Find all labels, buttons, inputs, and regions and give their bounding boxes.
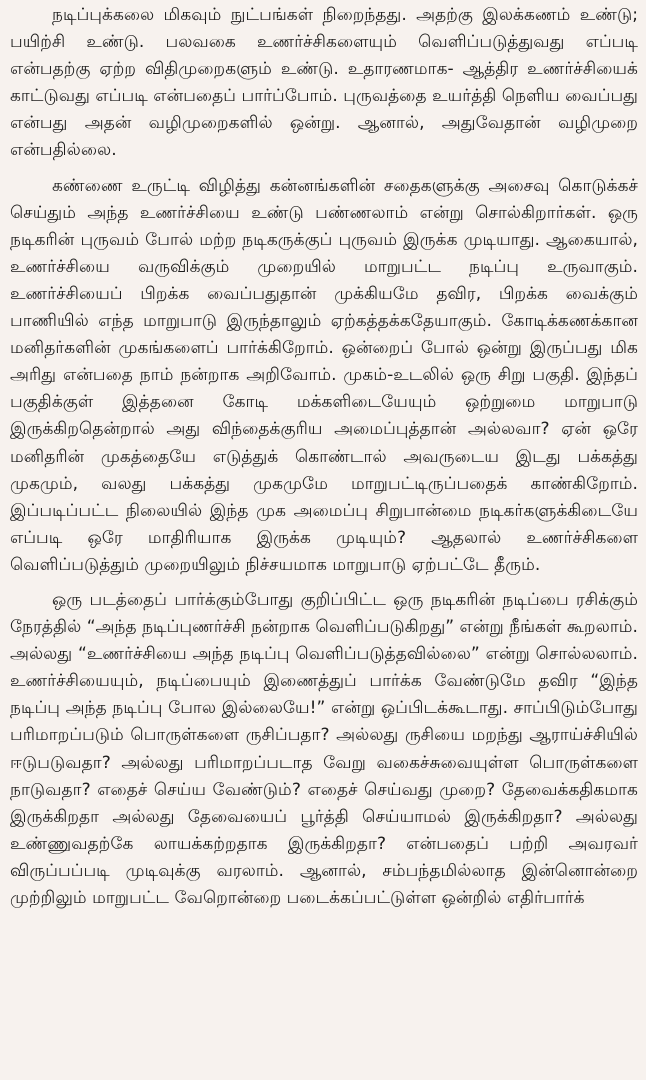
document-page bbox=[10, 2, 638, 1078]
paragraph-1: நடிப்புக்கலை மிகவும் நுட்பங்கள் நிறைந்தது. அதற்கு இலக்கணம் உண்டு; பயிற்சி உண்டு. பலவகை உணர்ச்சிகளையும் வெளிப்படுத்துவது எப்படி என்பதற்கு ஏற்ற விதிமுறைகளும் உண்டு. உதாரணமாக- ஆத்திர உணர்ச்சியைக் காட்டுவது எப்படி என்பதைப் பார்ப்போம். புருவத்தை உயர்த்தி நெளிய வைப்பது என்பது அதன் வழிமுறைகளில் ஒன்று. ஆனால், அதுவேதான் வழிமுறை என்பதில்லை. bbox=[10, 5, 638, 161]
paragraph-2: கண்ணை உருட்டி விழித்து கன்னங்களின் சதைகளுக்கு அசைவு கொடுக்கச் செய்தும் அந்த உணர்ச்சியை உண்டு பண்ணலாம் என்று சொல்கிறார்கள். ஒரு நடிகரின் புருவம் போல் மற்ற நடிகருக்குப் புருவம் இருக்க முடியாது. ஆகையால், உணர்ச்சியை வருவிக்கும் முறையில் மாறுபட்ட நடிப்பு உருவாகும். உணர்ச்சியைப் பிறக்க வைப்பதுதான் முக்கியமே தவிர, பிறக்க வைக்கும் பாணியில் எந்த மாறுபாடு இருந்தாலும் ஏற்கத்தக்கதேயாகும். கோடிக்கணக்கான மனிதர்களின் முகங்களைப் பார்க்கிறோம். ஒன்றைப் போல் ஒன்று இருப்பது மிக அரிது என்பதை நாம் நன்றாக அறிவோம். முகம்-உடலில் ஒரு சிறு பகுதி. இந்தப் பகுதிக்குள் இத்தனை கோடி மக்களிடையேயும் ஒற்றுமை மாறுபாடு இருக்கிறதென்றால் அது விந்தைக்குரிய அமைப்புத்தான் அல்லவா? ஏன் ஒரே மனிதரின் முகத்தையே எடுத்துக் கொண்டால் அவருடைய இடது பக்கத்து முகமும், வலது பக்கத்து முகமுமே மாறுபட்டிருப்பதைக் காண்கிறோம். இப்படிப்பட்ட நிலையில் இந்த முக அமைப்பு சிறுபான்மை நடிகர்களுக்கிடையே எப்படி ஒரே மாதிரியாக இருக்க முடியும்? ஆதலால் உணர்ச்சிகளை வெளிப்படுத்தும் முறையிலும் நிச்சயமாக மாறுபாடு ஏற்பட்டே தீரும். bbox=[10, 175, 638, 575]
paragraph-3: ஒரு படத்தைப் பார்க்கும்போது குறிப்பிட்ட ஒரு நடிகரின் நடிப்பை ரசிக்கும் நேரத்தில் “அந்த நடிப்புணர்ச்சி நன்றாக வெளிப்படுகிறது” என்று நீங்கள் கூறலாம். அல்லது “உணர்ச்சியை அந்த நடிப்பு வெளிப்படுத்தவில்லை” என்று சொல்லலாம். உணர்ச்சியையும், நடிப்பையும் இணைத்துப் பார்க்க வேண்டுமே தவிர “இந்த நடிப்பு அந்த நடிப்பு போல இல்லையே!” என்று ஒப்பிடக்கூடாது. சாப்பிடும்போது பரிமாறப்படும் பொருள்களை ருசிப்பதா? அல்லது ருசியை மறந்து ஆராய்ச்சியில் ஈடுபடுவதா? அல்லது பரிமாறப்படாத வேறு வகைச்சுவையுள்ள பொருள்களை நாடுவதா? எதைச் செய்ய வேண்டும்? எதைச் செய்வது முறை? தேவைக்கதிகமாக இருக்கிறதா அல்லது தேவையைப் பூர்த்தி செய்யாமல் இருக்கிறதா? அல்லது உண்ணுவதற்கே லாயக்கற்றதாக இருக்கிறதா? என்பதைப் பற்றி அவரவர் விருப்பப்படி முடிவுக்கு வரலாம். ஆனால், சம்பந்தமில்லாத இன்னொன்றை முற்றிலும் மாறுபட்ட வேறொன்றை படைக்கப்பட்டுள்ள ஒன்றில் எதிர்பார்க் bbox=[10, 589, 638, 908]
